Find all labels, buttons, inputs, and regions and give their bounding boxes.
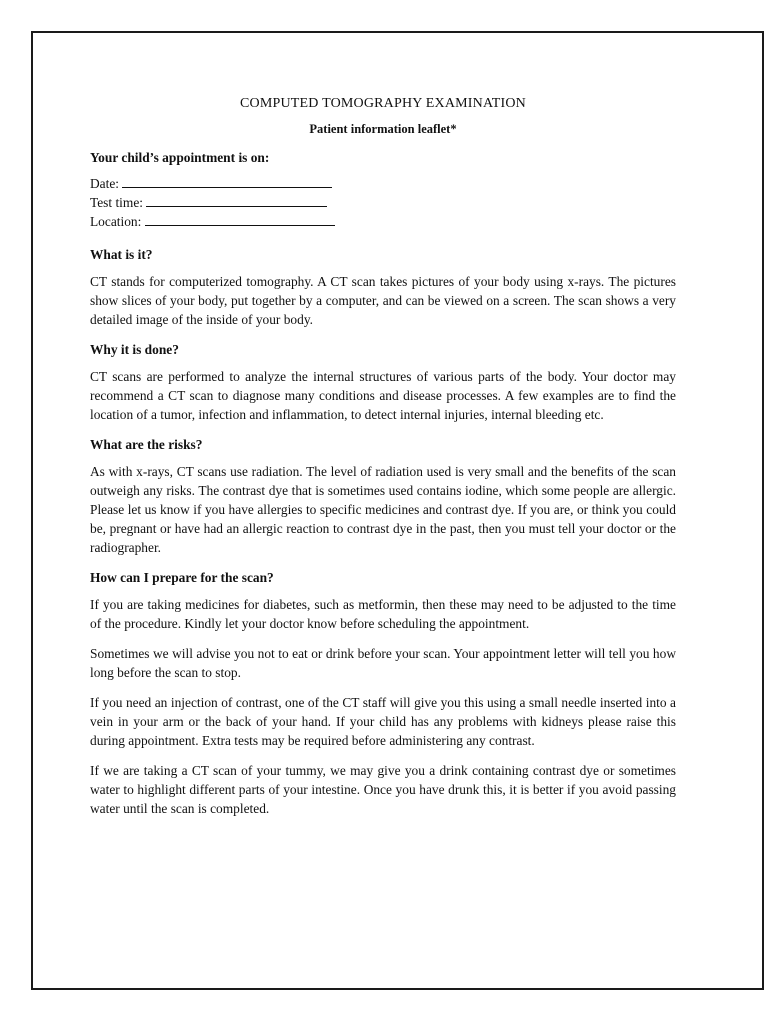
paragraph: If we are taking a CT scan of your tummy, we may give you a drink containing contrast dye or sometimes water to highlight different parts of your intestine. Once you have drunk this, it is better if you avoid passing water until the scan is completed. — [90, 763, 676, 816]
date-blank-line — [122, 174, 332, 188]
section-heading-risks: What are the risks? — [90, 437, 203, 452]
test-time-blank-line — [146, 193, 327, 207]
date-field-row — [90, 174, 676, 193]
paragraph: CT stands for computerized tomography. A CT scan takes pictures of your body using x-rays. The pictures show slices of your body, put together by a computer, and can be viewed on a screen. The scan shows a very detailed image of the inside of your body. — [90, 274, 676, 327]
paragraph: CT scans are performed to analyze the internal structures of various parts of the body. Your doctor may recommend a CT scan to diagnose many conditions and disease processes. A few examples are to find the location of a tumor, infection and inflammation, to detect internal injuries, internal bleeding etc. — [90, 369, 676, 422]
document-body — [90, 94, 676, 829]
paragraph: If you are taking medicines for diabetes, such as metformin, then these may need to be adjusted to the time of the procedure. Kindly let your doctor know before scheduling the appointment. — [90, 597, 676, 631]
appointment-heading: Your child’s appointment is on: — [90, 150, 270, 165]
location-label: Location: — [90, 214, 142, 229]
test-time-label: Test time: — [90, 195, 143, 210]
paragraph: If you need an injection of contrast, one of the CT staff will give you this using a small needle inserted into a vein in your arm or the back of your hand. If your child has any problems with kidneys please raise this during appointment. Extra tests may be required before administering any contrast. — [90, 695, 676, 748]
document-title: COMPUTED TOMOGRAPHY EXAMINATION — [240, 96, 526, 111]
section-heading-prepare: How can I prepare for the scan? — [90, 570, 274, 585]
location-blank-line — [145, 212, 335, 226]
paragraph: Sometimes we will advise you not to eat or drink before your scan. Your appointment letter will tell you how long before the scan to stop. — [90, 646, 676, 680]
location-field-row — [90, 212, 676, 231]
test-time-field-row — [90, 193, 676, 212]
section-heading-what-is-it: What is it? — [90, 247, 153, 262]
document-subtitle: Patient information leaflet* — [309, 122, 457, 136]
section-heading-why-done: Why it is done? — [90, 342, 179, 357]
date-label: Date: — [90, 176, 119, 191]
paragraph: As with x-rays, CT scans use radiation. The level of radiation used is very small and the benefits of the scan outweigh any risks. The contrast dye that is sometimes used contains iodine, which some people are allergic. Please let us know if you have allergies to specific medicines and contrast dye. If you are, or think you could be, pregnant or have had an allergic reaction to contrast dye in the past, then you must tell your doctor or the radiographer. — [90, 464, 676, 555]
appointment-fields — [90, 174, 676, 231]
